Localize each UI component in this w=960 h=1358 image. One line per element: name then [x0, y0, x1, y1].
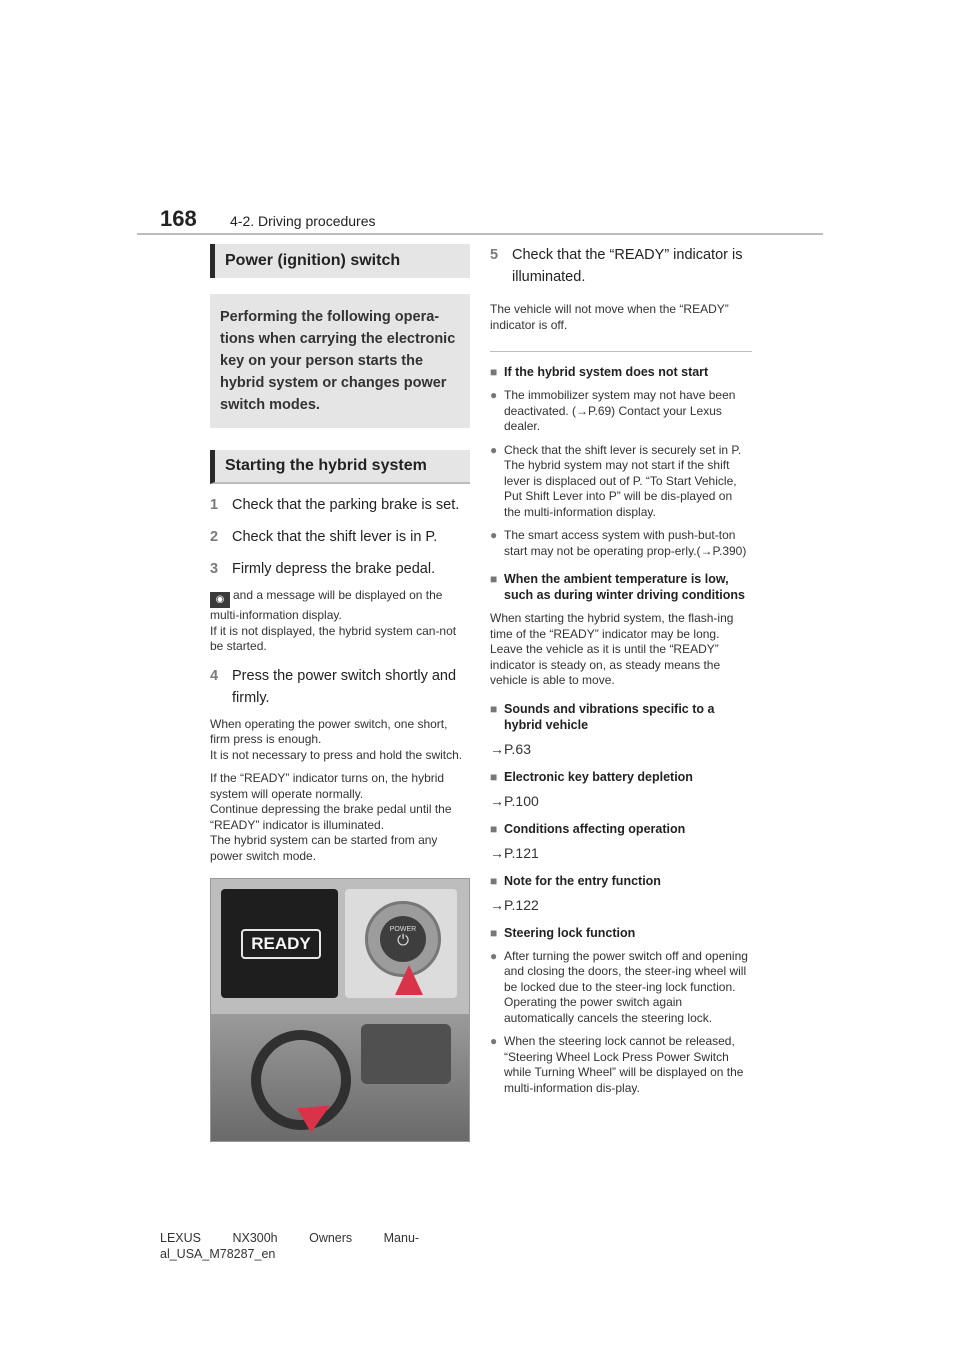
- page-number: 168: [160, 206, 197, 231]
- center-console: [361, 1024, 451, 1084]
- step-2: [210, 526, 470, 548]
- note-line: When operating the power switch, one short, firm press is enough.: [210, 716, 448, 746]
- page-reference-link[interactable]: →P.100: [490, 792, 539, 809]
- list-item: ● The smart access system with push-but-ton start may not be operating prop-erly.(→P.390): [490, 528, 747, 558]
- step-5-note: The vehicle will not move when the “READY” indicator is off.: [490, 302, 729, 332]
- subsection-heading: ■ Conditions affecting operation: [490, 821, 686, 836]
- section-title: 4-2. Driving procedures: [230, 213, 376, 229]
- square-bullet-icon: ■: [490, 572, 498, 586]
- circle-bullet-icon: ●: [490, 528, 498, 542]
- step-text: Check that the “READY” indicator is illuminated.: [512, 247, 743, 285]
- subsection-heading: ■ When the ambient temperature is low, such as during winter driving conditions: [490, 572, 745, 602]
- subsection-heading: ■ Electronic key battery depletion: [490, 769, 693, 784]
- subsection-heading: ■ Steering lock function: [490, 925, 636, 940]
- square-bullet-icon: ■: [490, 365, 498, 379]
- ready-indicator: READY: [241, 929, 321, 959]
- step-text: Check that the parking brake is set.: [232, 497, 460, 513]
- note-line: and a message will be displayed on the multi-information display.: [210, 588, 443, 622]
- step-number: 1: [210, 497, 219, 513]
- brake-indicator-icon: ◉: [210, 592, 230, 608]
- section-heading: Power (ignition) switch: [210, 244, 470, 278]
- ready-indicator-illustration: [210, 878, 470, 1142]
- dashboard-view: [211, 1014, 469, 1141]
- list-item: ● The immobilizer system may not have been deactivated. (→P.69) Contact your Lexus dealer.: [490, 388, 736, 433]
- footer-line: al_USA_M78287_en: [160, 1247, 276, 1261]
- subsection-heading: ■ If the hybrid system does not start: [490, 365, 709, 379]
- step-text: Firmly depress the brake pedal.: [232, 561, 436, 577]
- instrument-display: [221, 889, 338, 998]
- page-footer: [160, 1230, 419, 1262]
- page-reference-link[interactable]: →P.121: [490, 844, 539, 861]
- list-item: ● After turning the power switch off and opening and closing the doors, the steer-ing wheel will be locked due to the steer-ing lock function. Operating the power switch again automatically cancels the steering lock.: [490, 948, 748, 1025]
- note-line: The hybrid system can be started from any power switch mode.: [210, 833, 438, 863]
- note-line: Continue depressing the brake pedal until the “READY” indicator is illuminated.: [210, 802, 452, 832]
- power-switch-closeup: [345, 889, 457, 998]
- paragraph: When starting the hybrid system, the flash-ing time of the “READY” indicator may be long. Leave the vehicle as it is until the “READY” indicator is steady on, as steady means the vehicle is able to move.: [490, 611, 734, 687]
- note-line: It is not necessary to press and hold the switch.: [210, 747, 463, 762]
- page-reference-link[interactable]: →P.122: [490, 896, 539, 913]
- intro-box: Performing the following opera-tions when carrying the electronic key on your person starts the hybrid system or changes power switch modes.: [210, 294, 470, 428]
- square-bullet-icon: ■: [490, 821, 498, 836]
- header-divider: [137, 233, 823, 235]
- step-number: 5: [490, 247, 499, 263]
- subsection-heading: Starting the hybrid system: [210, 450, 470, 484]
- subsection-heading: ■ Note for the entry function: [490, 873, 661, 888]
- subsection-heading: ■ Sounds and vibrations specific to a hybrid vehicle: [490, 701, 715, 732]
- list-item: ● When the steering lock cannot be released, “Steering Wheel Lock Press Power Switch while Turning Wheel” will be displayed on the multi-information dis-play.: [490, 1034, 744, 1095]
- step-text: Check that the shift lever is in P.: [232, 529, 438, 545]
- step-number: 2: [210, 529, 219, 545]
- step-text: Press the power switch shortly and firmly.: [232, 667, 457, 706]
- right-column: [490, 244, 752, 1096]
- power-label: POWER: [389, 926, 417, 933]
- list-item: ● Check that the shift lever is securely set in P. The hybrid system may not start if the shift lever is displaced out of P. “To Start Vehicle, Put Shift Lever into P” will be dis-played on the multi-information display.: [490, 442, 742, 519]
- circle-bullet-icon: ●: [490, 388, 498, 402]
- circle-bullet-icon: ●: [490, 1034, 498, 1048]
- square-bullet-icon: ■: [490, 873, 498, 888]
- power-icon: ⏻: [397, 932, 409, 949]
- step-number: 3: [210, 561, 219, 577]
- circle-bullet-icon: ●: [490, 442, 498, 457]
- note-line: If it is not displayed, the hybrid system can-not be started.: [210, 623, 457, 653]
- step-4-note: [210, 771, 470, 864]
- step-4: [210, 665, 470, 709]
- left-column: [210, 244, 470, 1142]
- press-arrow-icon: [395, 965, 423, 995]
- circle-bullet-icon: ●: [490, 948, 498, 963]
- divider: [490, 351, 752, 352]
- step-3-note: [210, 588, 470, 655]
- step-number: 4: [210, 667, 219, 684]
- step-3: [210, 558, 470, 580]
- step-5: [490, 244, 752, 288]
- step-4-note: [210, 717, 470, 764]
- step-1: [210, 494, 470, 516]
- page-header: [160, 206, 376, 232]
- square-bullet-icon: ■: [490, 769, 498, 784]
- page-reference-link[interactable]: →P.63: [490, 740, 531, 757]
- square-bullet-icon: ■: [490, 701, 498, 716]
- footer-line: LEXUS NX300h Owners Manu-: [160, 1231, 420, 1245]
- note-line: If the “READY” indicator turns on, the hybrid system will operate normally.: [210, 771, 445, 801]
- square-bullet-icon: ■: [490, 925, 498, 940]
